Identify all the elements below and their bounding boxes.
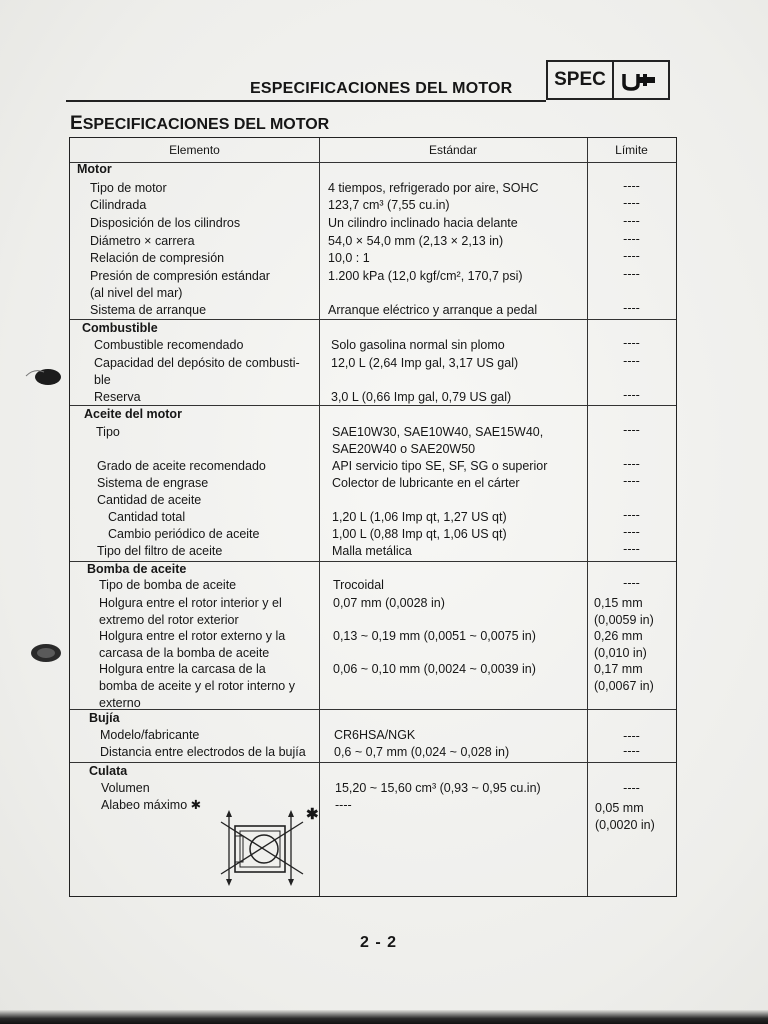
row-limit: ----: [623, 336, 640, 350]
row-name: Capacidad del depósito de combusti-: [94, 356, 300, 370]
row-limit: ----: [623, 179, 640, 193]
row-limit: ----: [623, 729, 640, 743]
binder-hole-icon: [24, 366, 68, 393]
row-standard: 123,7 cm³ (7,55 cu.in): [328, 198, 450, 212]
section-title: [70, 113, 329, 135]
row-name-cont: carcasa de la bomba de aceite: [99, 646, 270, 660]
row-standard: Malla metálica: [332, 544, 412, 558]
row-name: Cantidad total: [108, 510, 186, 524]
row-name-cont: bomba de aceite y el rotor interno y: [99, 679, 295, 693]
engine-wrench-icon: [614, 62, 668, 98]
spec-badge: [546, 60, 670, 100]
row-limit-cont: (0,010 in): [594, 646, 647, 660]
row-name: Tipo del filtro de aceite: [97, 544, 223, 558]
cylinder-head-warpage-diagram: [215, 808, 315, 888]
row-limit: ----: [623, 354, 640, 368]
row-standard: Trocoidal: [333, 578, 384, 592]
row-name: Holgura entre el rotor externo y la: [99, 629, 286, 643]
row-limit: ----: [623, 457, 640, 471]
row-name-cont: (al nivel del mar): [90, 286, 183, 300]
row-name-cont: externo: [99, 696, 141, 710]
row-standard: Un cilindro inclinado hacia delante: [328, 216, 518, 230]
header-rule-line: [70, 162, 676, 163]
row-name: Sistema de arranque: [90, 303, 207, 317]
row-standard: 3,0 L (0,66 Imp gal, 0,79 US gal): [331, 390, 512, 404]
group-divider: [70, 709, 676, 710]
row-standard: CR6HSA/NGK: [334, 728, 416, 742]
row-name: Sistema de engrase: [97, 476, 209, 490]
diagram-asterisk: ✱: [306, 806, 319, 823]
group-divider: [70, 319, 676, 320]
column-divider: [319, 138, 320, 896]
group-divider: [70, 762, 676, 763]
header-estandar: Estándar: [428, 143, 478, 157]
row-name: Disposición de los cilindros: [90, 216, 241, 230]
row-standard: Colector de lubricante en el cárter: [332, 476, 520, 490]
row-name: Cantidad de aceite: [97, 493, 202, 507]
header-rule: [66, 100, 546, 102]
row-limit-cont: (0,0020 in): [595, 818, 655, 832]
category-bomba-aceite: Bomba de aceite: [87, 562, 187, 576]
row-standard: Arranque eléctrico y arranque a pedal: [328, 303, 538, 317]
row-name: Holgura entre el rotor interior y el: [99, 596, 282, 610]
row-limit: ----: [623, 267, 640, 281]
row-standard: 0,06 ~ 0,10 mm (0,0024 ~ 0,0039 in): [333, 662, 536, 676]
row-name: Diámetro × carrera: [90, 234, 195, 248]
row-limit: ----: [623, 196, 640, 210]
row-name: Presión de compresión estándar: [90, 269, 270, 283]
category-aceite-motor: Aceite del motor: [84, 407, 182, 421]
running-title: ESPECIFICACIONES DEL MOTOR: [250, 80, 513, 97]
row-limit-cont: (0,0067 in): [594, 679, 654, 693]
category-culata: Culata: [89, 764, 128, 778]
row-name-cont: ble: [94, 373, 111, 387]
row-name: Cilindrada: [90, 198, 147, 212]
row-limit: ----: [623, 508, 640, 522]
section-title-rest: SPECIFICACIONES DEL MOTOR: [82, 116, 330, 133]
row-limit: ----: [623, 576, 640, 590]
row-limit: 0,15 mm: [594, 596, 643, 610]
row-name: Volumen: [101, 781, 150, 795]
row-name: Modelo/fabricante: [100, 728, 200, 742]
spec-table: [69, 137, 677, 897]
row-name: Cambio periódico de aceite: [108, 527, 260, 541]
page-number: 2 - 2: [360, 934, 398, 951]
row-name: Grado de aceite recomendado: [97, 459, 266, 473]
category-combustible: Combustible: [82, 321, 158, 335]
row-name: Combustible recomendado: [94, 338, 244, 352]
binder-hole-icon: [28, 641, 68, 672]
scan-bottom-edge: [0, 1010, 768, 1024]
row-limit: ----: [623, 474, 640, 488]
row-standard: 4 tiempos, refrigerado por aire, SOHC: [328, 181, 539, 195]
category-motor: Motor: [77, 162, 112, 176]
row-standard: 1.200 kPa (12,0 kgf/cm², 170,7 psi): [328, 269, 523, 283]
row-limit-cont: (0,0059 in): [594, 613, 654, 627]
row-standard: 15,20 ~ 15,60 cm³ (0,93 ~ 0,95 cu.in): [335, 781, 541, 795]
row-standard: 12,0 L (2,64 Imp gal, 3,17 US gal): [331, 356, 519, 370]
row-standard: 54,0 × 54,0 mm (2,13 × 2,13 in): [328, 234, 504, 248]
row-standard: 10,0 : 1: [328, 251, 370, 265]
row-limit: ----: [623, 744, 640, 758]
row-name: Tipo: [96, 425, 120, 439]
category-bujia: Bujía: [89, 711, 120, 725]
row-standard: Solo gasolina normal sin plomo: [331, 338, 505, 352]
row-name: Reserva: [94, 390, 141, 404]
row-limit: 0,05 mm: [595, 801, 644, 815]
row-limit: ----: [623, 301, 640, 315]
row-name-cont: extremo del rotor exterior: [99, 613, 239, 627]
row-limit: ----: [623, 542, 640, 556]
row-limit: ----: [623, 781, 640, 795]
row-standard: 0,6 ~ 0,7 mm (0,024 ~ 0,028 in): [334, 745, 510, 759]
row-standard: 0,13 ~ 0,19 mm (0,0051 ~ 0,0075 in): [333, 629, 536, 643]
row-limit: ----: [623, 214, 640, 228]
spec-badge-label: SPEC: [548, 62, 614, 98]
row-name: Holgura entre la carcasa de la: [99, 662, 266, 676]
row-standard: ----: [335, 798, 352, 812]
row-name: Tipo de motor: [90, 181, 167, 195]
row-standard: SAE10W30, SAE10W40, SAE15W40,: [332, 425, 544, 439]
row-limit: ----: [623, 423, 640, 437]
header-limite: Límite: [615, 143, 648, 157]
row-standard: API servicio tipo SE, SF, SG o superior: [332, 459, 548, 473]
row-standard: 1,20 L (1,06 Imp qt, 1,27 US qt): [332, 510, 507, 524]
row-limit: ----: [623, 232, 640, 246]
row-name: Distancia entre electrodos de la bujía: [100, 745, 306, 759]
row-limit: 0,26 mm: [594, 629, 643, 643]
row-limit: ----: [623, 249, 640, 263]
header-elemento: Elemento: [169, 143, 220, 157]
row-name: Alabeo máximo ✱: [101, 798, 202, 812]
row-standard: 0,07 mm (0,0028 in): [333, 596, 445, 610]
row-name: Tipo de bomba de aceite: [99, 578, 237, 592]
row-name: Relación de compresión: [90, 251, 225, 265]
row-standard-cont: SAE20W40 o SAE20W50: [332, 442, 476, 456]
row-limit: ----: [623, 525, 640, 539]
row-standard: 1,00 L (0,88 Imp qt, 1,06 US qt): [332, 527, 507, 541]
section-title-initial: E: [70, 113, 83, 134]
row-limit: ----: [623, 388, 640, 402]
row-limit: 0,17 mm: [594, 662, 643, 676]
